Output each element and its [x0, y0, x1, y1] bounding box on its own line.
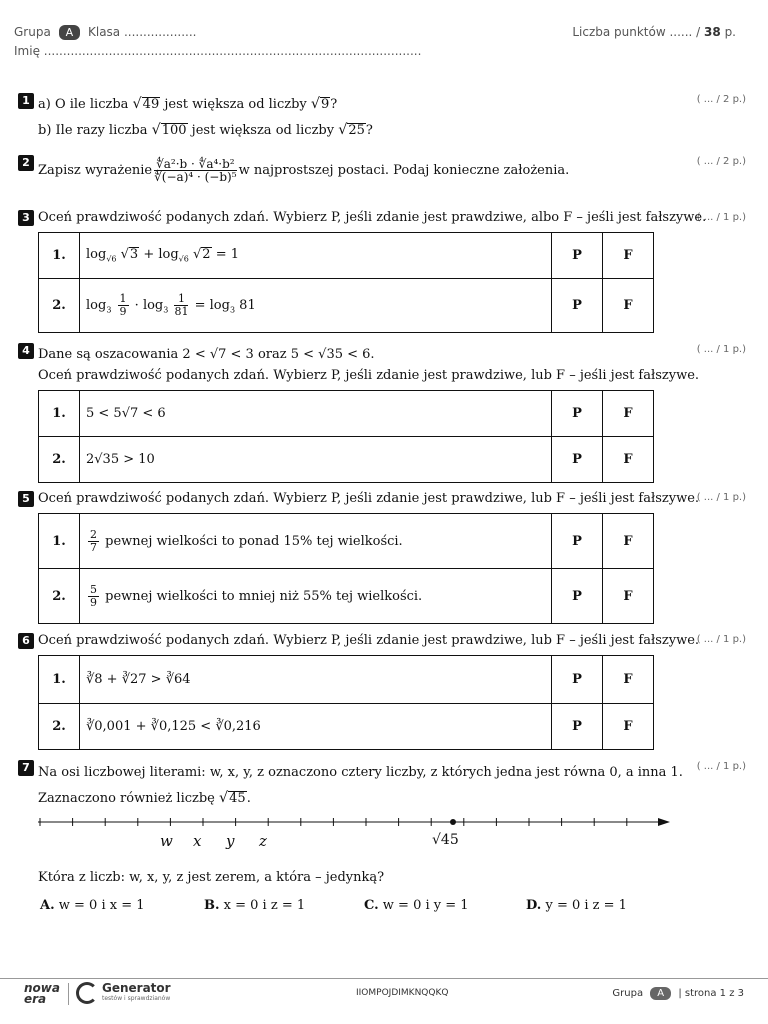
document-code: IIOMPOJDIMKNQQKQ	[356, 988, 449, 998]
generator-brand: Generator	[102, 981, 171, 995]
q4-statement-2: 2√35 > 10	[80, 437, 552, 483]
table-row: 1. $\log_{√6} √3 + \log_{√6} √2 = 1$ P F	[39, 233, 654, 279]
q6-statement-1: ∛8 + ∛27 > ∛64	[80, 656, 552, 704]
group-badge: A	[59, 25, 81, 40]
false-option[interactable]: F	[603, 656, 654, 704]
q5-table	[38, 513, 654, 624]
q4-line2: Oceń prawdziwość podanych zdań. Wybierz P, jeśli zdanie jest prawdziwe, lub F – jeśli jest fałszywe.	[38, 368, 700, 383]
false-option[interactable]: F	[603, 704, 654, 750]
table-row: 2. ∛0,001 + ∛0,125 < ∛0,216 P F	[39, 704, 654, 750]
true-option[interactable]: P	[552, 233, 603, 279]
table-row: 1. ∛8 + ∛27 > ∛64 P F	[39, 656, 654, 704]
axis-label-z: z	[259, 832, 267, 850]
question-number: 6	[18, 633, 34, 649]
false-option[interactable]: F	[603, 233, 654, 279]
q7-line1: Na osi liczbowej literami: w, x, y, z oznaczono cztery liczby, z których jedna jest równa 0, a inna 1.	[38, 765, 683, 780]
name-field: Imię ...................................................................................................	[14, 44, 422, 58]
true-option[interactable]: P	[552, 437, 603, 483]
answer-option-d[interactable]: D. y = 0 i z = 1	[526, 898, 627, 913]
question-points: ( ... / 1 p.)	[696, 634, 746, 645]
q3-statement-2: $\log_3$ $\frac{1}{9}$ · $\log_3$ $\frac{1}{81}$ = $\log_3 81$	[80, 279, 552, 333]
group-label: Grupa	[14, 25, 51, 39]
table-row: 2. $\log_3$ $\frac{1}{9}$ · $\log_3$ $\frac{1}{81}$ = $\log_3 81$ P F	[39, 279, 654, 333]
question-points: ( ... / 1 p.)	[696, 344, 746, 355]
points-total: Liczba punktów ...... / 38 p.	[572, 25, 736, 39]
header-group-line	[14, 25, 196, 40]
answer-option-b[interactable]: B. x = 0 i z = 1	[204, 898, 306, 913]
true-option[interactable]: P	[552, 391, 603, 437]
q5-statement-2: $\frac{5}{9}$ pewnej wielkości to mniej niż 55% tej wielkości.	[80, 569, 552, 624]
q3-table	[38, 232, 654, 333]
question-number: 1	[18, 93, 34, 109]
q1-part-b: b) Ile razy liczba √100 jest większa od liczby √25?	[38, 122, 373, 138]
footer-divider	[0, 978, 768, 979]
generator-subtitle: testów i sprawdzianów	[102, 995, 171, 1002]
q4-table	[38, 390, 654, 483]
true-option[interactable]: P	[552, 656, 603, 704]
table-row: 2. 2√35 > 10 P F	[39, 437, 654, 483]
axis-label-y: y	[226, 832, 235, 850]
false-option[interactable]: F	[603, 279, 654, 333]
q5-instruction: Oceń prawdziwość podanych zdań. Wybierz P, jeśli zdanie jest prawdziwe, lub F – jeśli jest fałszywe.	[38, 491, 700, 506]
axis-label-x: x	[193, 832, 202, 850]
nowa-era-logo: nowa era	[24, 981, 60, 1006]
q2-fraction: $\frac{\text{∜a²·b · ∜a⁴·b²}}{\text{∜(−a)⁴ · (−b)⁵}}$	[154, 157, 237, 184]
true-option[interactable]: P	[552, 569, 603, 624]
false-option[interactable]: F	[603, 569, 654, 624]
q7-question: Która z liczb: w, x, y, z jest zerem, a która – jedynką?	[38, 870, 385, 885]
table-row: 2. $\frac{5}{9}$ pewnej wielkości to mniej niż 55% tej wielkości. P F	[39, 569, 654, 624]
question-points: ( ... / 1 p.)	[696, 492, 746, 503]
q1-part-a: a) O ile liczba √49 jest większa od liczby √9?	[38, 96, 338, 112]
question-points: ( ... / 2 p.)	[696, 156, 746, 167]
question-number: 7	[18, 760, 34, 776]
true-option[interactable]: P	[552, 279, 603, 333]
false-option[interactable]: F	[603, 514, 654, 569]
q7-line2: Zaznaczono również liczbę √45.	[38, 790, 251, 806]
false-option[interactable]: F	[603, 437, 654, 483]
q3-statement-1: $\log_{√6} √3 + \log_{√6} √2 = 1$	[80, 233, 552, 279]
q6-instruction: Oceń prawdziwość podanych zdań. Wybierz P, jeśli zdanie jest prawdziwe, lub F – jeśli jest fałszywe.	[38, 633, 700, 648]
footer-page-info: Grupa A | strona 1 z 3	[612, 988, 744, 999]
table-row: 1. $\frac{2}{7}$ pewnej wielkości to ponad 15% tej wielkości. P F	[39, 514, 654, 569]
q5-statement-1: $\frac{2}{7}$ pewnej wielkości to ponad 15% tej wielkości.	[80, 514, 552, 569]
question-number: 3	[18, 210, 34, 226]
sqrt45-point	[450, 819, 456, 825]
question-points: ( ... / 1 p.)	[696, 761, 746, 772]
answer-option-a[interactable]: A. w = 0 i x = 1	[40, 898, 145, 913]
axis-label-w: w	[160, 832, 173, 850]
question-number: 2	[18, 155, 34, 171]
q4-line1: Dane są oszacowania 2 < √7 < 3 oraz 5 < √35 < 6.	[38, 347, 375, 362]
table-row: 1. 5 < 5√7 < 6 P F	[39, 391, 654, 437]
answer-option-c[interactable]: C. w = 0 i y = 1	[364, 898, 469, 913]
q6-statement-2: ∛0,001 + ∛0,125 < ∛0,216	[80, 704, 552, 750]
number-line	[36, 812, 676, 836]
q2-text: Zapisz wyrażenie $\frac{\text{∜a²·b · ∜a⁴·b²}}{\text{∜(−a)⁴ · (−b)⁵}}$ w najprostszej postaci. Podaj konieczne założenia.	[38, 157, 570, 184]
class-field: Klasa ...................	[88, 25, 197, 39]
question-number: 5	[18, 491, 34, 507]
question-number: 4	[18, 343, 34, 359]
generator-logo-icon	[76, 982, 98, 1004]
question-points: ( ... / 2 p.)	[696, 94, 746, 105]
logo-divider	[68, 983, 69, 1005]
false-option[interactable]: F	[603, 391, 654, 437]
true-option[interactable]: P	[552, 514, 603, 569]
arrow-icon	[658, 818, 670, 826]
q3-instruction: Oceń prawdziwość podanych zdań. Wybierz P, jeśli zdanie jest prawdziwe, albo F – jeśli jest fałszywe.	[38, 210, 707, 225]
q6-table	[38, 655, 654, 750]
true-option[interactable]: P	[552, 704, 603, 750]
q4-statement-1: 5 < 5√7 < 6	[80, 391, 552, 437]
question-points: ( ... / 1 p.)	[696, 212, 746, 223]
axis-label-sqrt45: √45	[432, 832, 459, 848]
